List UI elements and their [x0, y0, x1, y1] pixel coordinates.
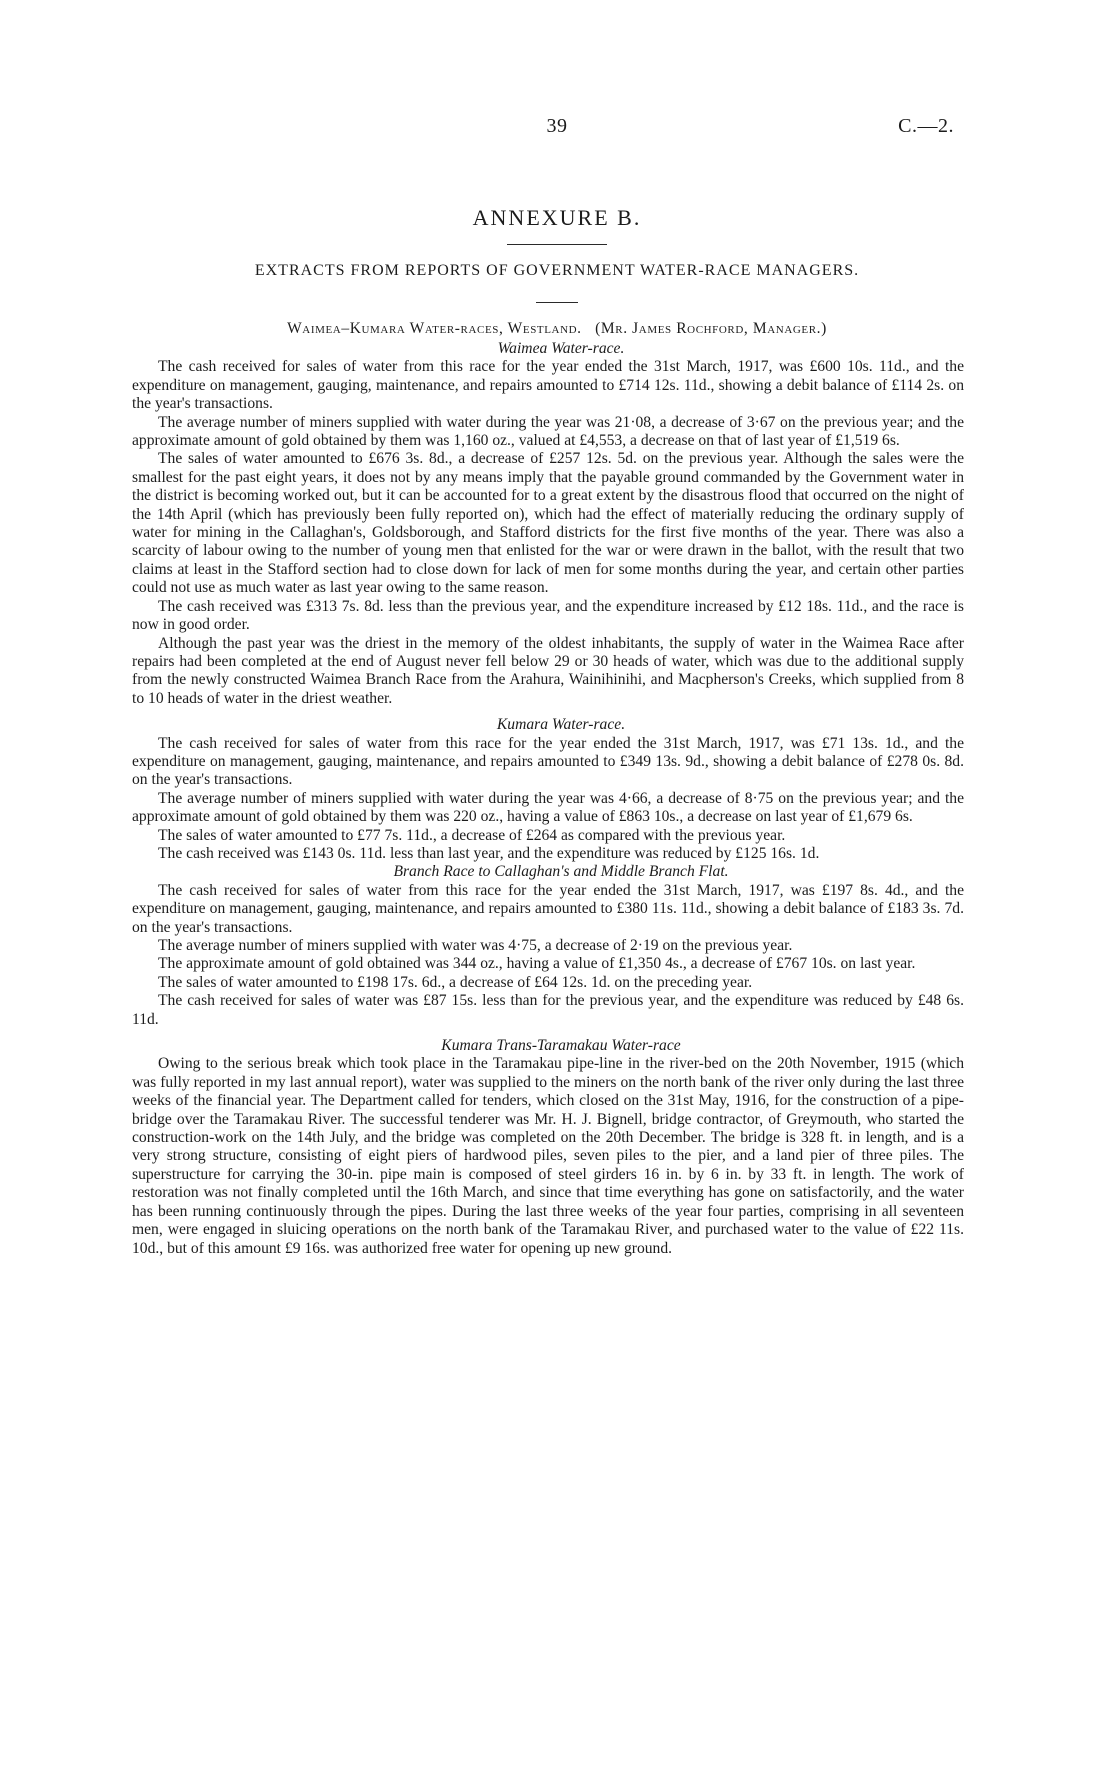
kumara-heading: Kumara Water-race. [496, 716, 626, 734]
report-body [132, 340, 964, 1258]
section-name: Waimea–Kumara Water-races, Westland. [287, 320, 582, 337]
paragraph: The average number of miners supplied with water during the year was 4·66, a decrease of 8·75 on the previous year; and the approximate amount of gold obtained by them was 220 oz., having a value of £863 10s., a decrease on last year of £1,679 6s. [132, 789, 964, 826]
paragraph: The cash received was £313 7s. 8d. less than the previous year, and the expenditure increased by £12 18s. 11d., and the race is now in good order. [132, 597, 964, 634]
paragraph: Owing to the serious break which took place in the Taramakau pipe-line in the river-bed on the 20th November, 1915 (which was fully reported in my last annual report), water was supplied to the miners on the north bank of the river only during the last three weeks of the financial year. The Department called for tenders, which closed on the 31st May, 1916, for the construction of a pipe-bridge over the Taramakau River. The successful tenderer was Mr. H. J. Bignell, bridge contractor, of Greymouth, who started the construction-work on the 14th July, and the bridge was completed on the 20th December. The bridge is 328 ft. in length, and is a very strong structure, consisting of eight piers of hardwood piles, seven piles to the pier, and a land pier of three piles. The superstructure for carrying the 30-in. pipe main is composed of steel girders 16 in. by 6 in. by 33 ft. in length. The work of restoration was not finally completed until the 16th March, and since that time everything has gone on satisfactorily, and the water has been running continuously through the pipes. During the last three weeks of the year four parties, comprising in all seventeen men, were engaged in sluicing operations on the north bank of the Taramakau River, and purchased water to the value of £22 11s. 10d., but of this amount £9 16s. was authorized free water for opening up new ground. [132, 1055, 964, 1257]
paragraph: The cash received for sales of water from this race for the year ended the 31st March, 1917, was £71 13s. 1d., and the expenditure on management, gauging, maintenance, and repairs amounted to £349 13s. 9d., showing a debit balance of £278 0s. 8d. on the year's transactions. [132, 734, 964, 789]
paragraph: The cash received was £143 0s. 11d. less than last year, and the expenditure was reduced by £125 16s. 1d. [158, 844, 820, 862]
document-subtitle: EXTRACTS FROM REPORTS OF GOVERNMENT WATER-RACE MANAGERS. [254, 262, 860, 279]
document-reference: C.—2. [898, 115, 954, 137]
paragraph: The sales of water amounted to £676 3s. 8d., a decrease of £257 12s. 5d. on the previous year. Although the sales were the smallest for the past eight years, it does not by any means imply that the payable ground commanded by the Government water in the district is becoming worked out, but it can be accounted for to a great extent by the disastrous flood that occurred on the night of the 14th April (which has previously been fully reported on), which had the effect of materially reducing the ordinary supply of water for mining in the Callaghan's, Goldsborough, and Stafford districts for the first five months of the year. There was also a scarcity of labour owing to the number of young men that enlisted for the war or were drawn in the ballot, with the result that two claims at least in the Stafford section had to close down for lack of men for some months during the year, and certain other parties could not use as much water as last year owing to the same reason. [132, 450, 964, 597]
paragraph: The cash received for sales of water was £87 15s. less than for the previous year, and the expenditure was reduced by £48 6s. 11d. [132, 992, 964, 1028]
branch-heading: Branch Race to Callaghan's and Middle Branch Flat. [393, 863, 729, 881]
paragraph: The approximate amount of gold obtained was 344 oz., having a value of £1,350 4s., a decrease of £767 10s. on last year. [158, 955, 916, 973]
section-manager: (Mr. James Rochford, Manager.) [595, 320, 827, 337]
paragraph: Although the past year was the driest in the memory of the oldest inhabitants, the supply of water in the Waimea Race after repairs had been completed at the end of August never fell below 29 or 30 heads of water, which was due to the additional supply from the newly constructed Waimea Branch Race from the Arahura, Wainihinihi, and Macpherson's Creeks, which supplied from 8 to 10 heads of water in the driest weather. [132, 634, 964, 707]
title-rule [507, 244, 607, 245]
waimea-heading: Waimea Water-race. [497, 340, 625, 357]
subtitle-rule [536, 302, 578, 303]
paragraph: The average number of miners supplied with water during the year was 21·08, a decrease of 3·67 on the previous year; and the approximate amount of gold obtained by them was 1,160 oz., valued at £4,553, a decrease on that of last year of £1,519 6s. [132, 413, 964, 450]
paragraph: The cash received for sales of water from this race for the year ended the 31st March, 1917, was £197 8s. 4d., and the expenditure on management, gauging, maintenance, and repairs amounted to £380 11s. 11d., showing a debit balance of £183 3s. 7d. on the year's transactions. [132, 881, 964, 936]
page-number: 39 [546, 115, 568, 137]
trans-taramakau-heading: Kumara Trans-Taramakau Water-race [441, 1037, 681, 1055]
annexure-title: ANNEXURE B. [472, 205, 642, 230]
paragraph: The sales of water amounted to £198 17s. 6d., a decrease of £64 12s. 1d. on the preceding year. [158, 973, 753, 991]
paragraph: The cash received for sales of water from this race for the year ended the 31st March, 1917, was £600 10s. 11d., and the expenditure on management, gauging, maintenance, and repairs amounted to £714 12s. 11d., showing a debit balance of £114 2s. on the year's transactions. [132, 358, 964, 413]
paragraph: The sales of water amounted to £77 7s. 11d., a decrease of £264 as compared with the previous year. [158, 826, 786, 844]
section-heading [0, 320, 1114, 338]
paragraph: The average number of miners supplied with water was 4·75, a decrease of 2·19 on the previous year. [158, 937, 793, 954]
